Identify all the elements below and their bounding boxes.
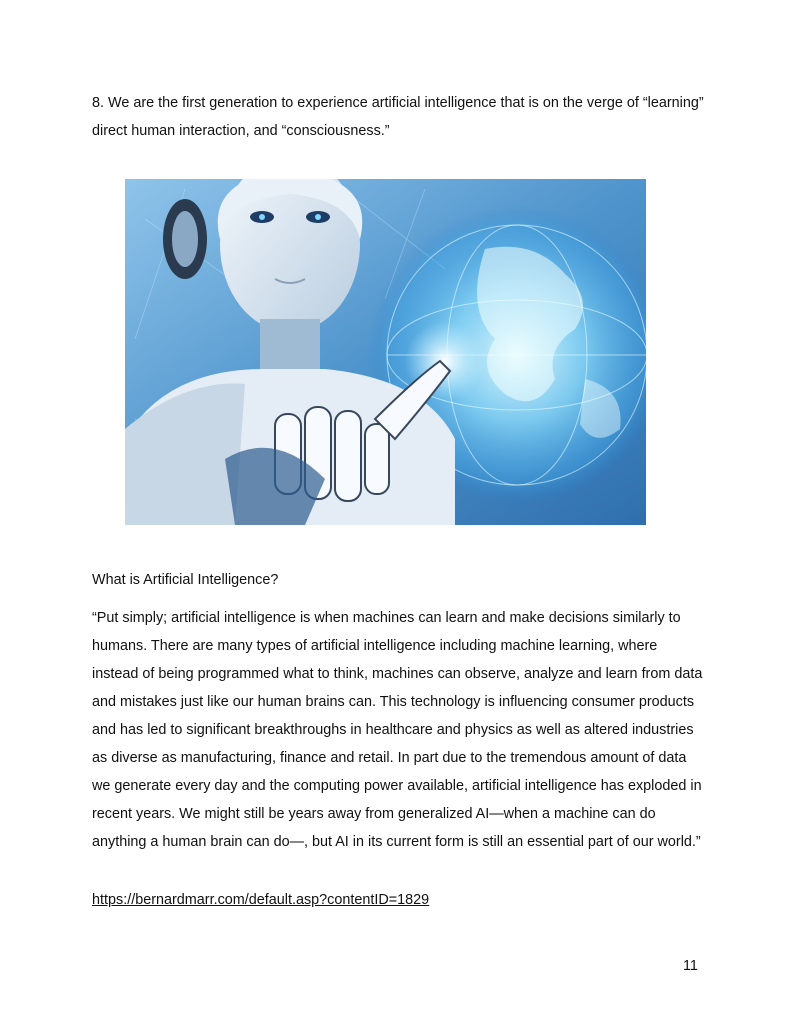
numbered-point: 8. We are the first generation to experience artificial intelligence that is on the verge of “learning” direct human interaction, and “consciousness.”: [92, 95, 704, 139]
robot-globe-image: [125, 179, 646, 525]
quoted-paragraph: “Put simply; artificial intelligence is when machines can learn and make decisions similarly to humans. There are many types of artificial intelligence including machine learning, where instead of being programmed what to think, machines can observe, analyze and learn from data and mistakes just like our human brains can. This technology is influencing consumer products and has led to significant breakthroughs in healthcare and physics as well as altered industries as diverse as manufacturing, finance and retail. In part due to the tremendous amount of data we generate every day and the computing power available, artificial intelligence has exploded in recent years. We might still be years away from generalized AI—when a machine can do anything a human brain can do—, but AI in its current form is still an essential part of our world.”: [92, 610, 703, 850]
source-link[interactable]: https://bernardmarr.com/default.asp?contentID=1829: [92, 892, 430, 908]
page-number: 11: [683, 958, 698, 974]
section-heading: What is Artificial Intelligence?: [92, 572, 279, 588]
